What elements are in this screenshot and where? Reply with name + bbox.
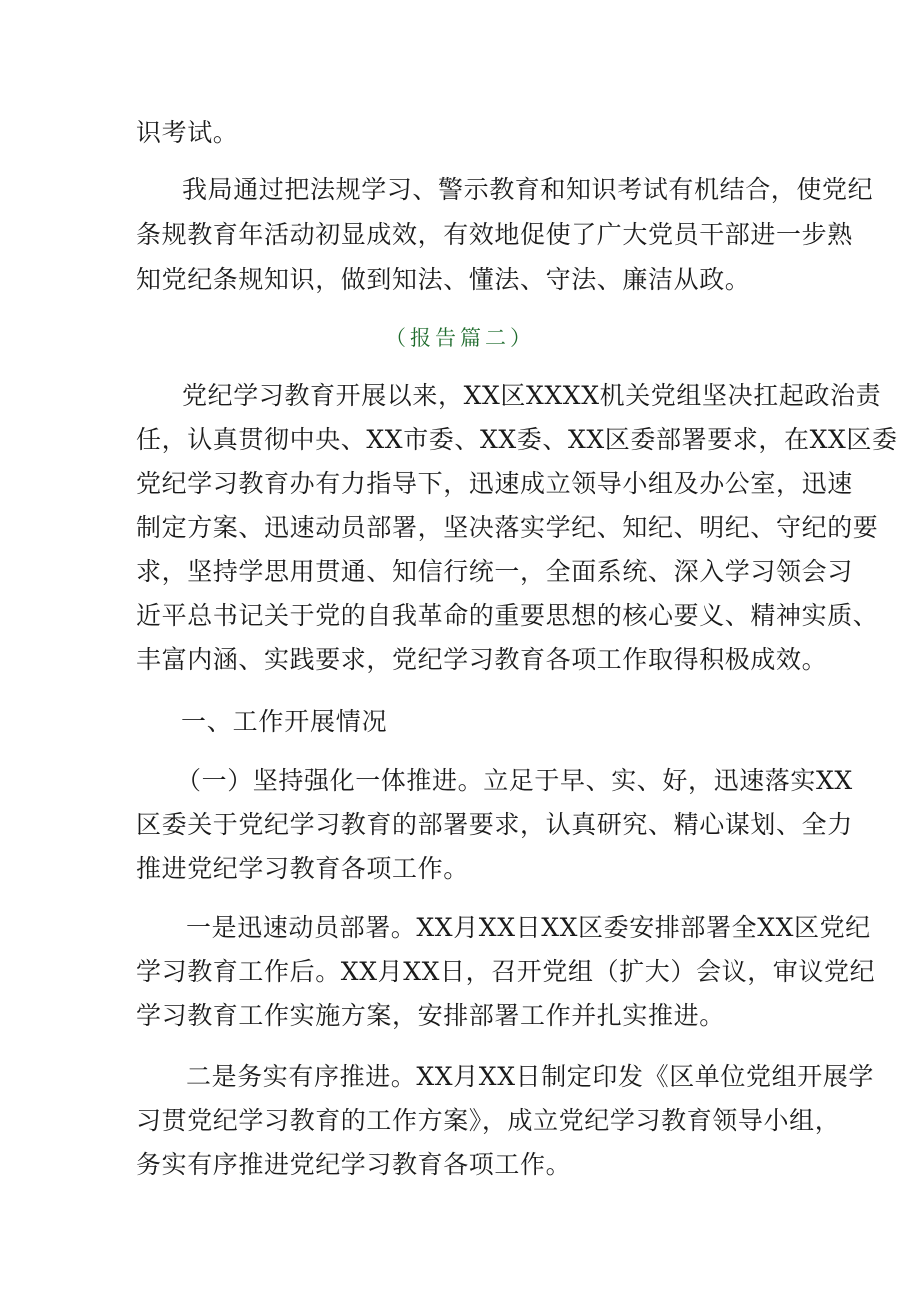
paragraph-line: 一是迅速动员部署。XX月XX日XX区委安排部署全XX区党纪 <box>186 913 871 942</box>
paragraph-line: 我局通过把法规学习、警示教育和知识考试有机结合，使党纪 <box>182 175 874 204</box>
paragraph-line: 党纪学习教育办有力指导下，迅速成立领导小组及办公室，迅速 <box>136 469 853 498</box>
section-heading: 一、工作开展情况 <box>181 707 388 736</box>
paragraph-line: 制定方案、迅速动员部署，坚决落实学纪、知纪、明纪、守纪的要 <box>136 513 879 542</box>
report-title: （报告篇二） <box>385 326 535 350</box>
paragraph-line: 学习教育工作实施方案，安排部署工作并扎实推进。 <box>136 1001 725 1030</box>
paragraph-line: 条规教育年活动初显成效，有效地促使了广大党员干部进一步熟 <box>136 220 853 249</box>
paragraph-line: 丰富内涵、实践要求，党纪学习教育各项工作取得积极成效。 <box>136 645 828 674</box>
paragraph-line: 学习教育工作后。XX月XX日，召开党组（扩大）会议，审议党纪 <box>136 957 876 986</box>
paragraph-line: 党纪学习教育开展以来，XX区XXXX机关党组坚决扛起政治责 <box>182 381 882 410</box>
paragraph-line: 求，坚持学思用贯通、知信行统一，全面系统、深入学习领会习 <box>136 557 853 586</box>
paragraph-line: 务实有序推进党纪学习教育各项工作。 <box>136 1150 572 1179</box>
paragraph-line: 识考试。 <box>136 118 239 147</box>
paragraph-line: 知党纪条规知识，做到知法、懂法、守法、廉洁从政。 <box>136 265 751 294</box>
paragraph-line: 任，认真贯彻中央、XX市委、XX委、XX区委部署要求，在XX区委 <box>136 425 898 454</box>
paragraph-line: 二是务实有序推进。XX月XX日制定印发《区单位党组开展学 <box>186 1062 874 1091</box>
paragraph-line: 习贯党纪学习教育的工作方案》，成立党纪学习教育领导小组， <box>136 1106 841 1135</box>
paragraph-line: 区委关于党纪学习教育的部署要求，认真研究、精心谋划、全力 <box>136 810 853 839</box>
paragraph-line: 推进党纪学习教育各项工作。 <box>136 854 469 883</box>
paragraph-line: （一）坚持强化一体推进。立足于早、实、好，迅速落实XX <box>176 766 853 795</box>
paragraph-line: 近平总书记关于党的自我革命的重要思想的核心要义、精神实质、 <box>136 601 879 630</box>
